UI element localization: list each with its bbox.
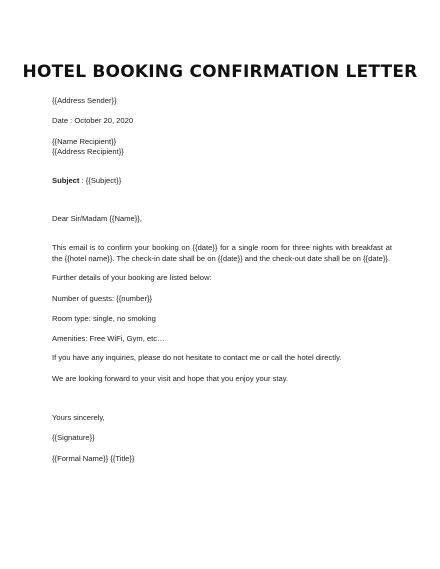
guests-line: Number of guests: {{number}}: [52, 294, 153, 303]
amenities-line: Amenities: Free WiFi, Gym, etc…: [52, 334, 165, 343]
address-recipient: {{Address Recipient}}: [52, 147, 124, 156]
date-line: Date : October 20, 2020: [52, 116, 134, 125]
subject-label: Subject: [52, 176, 80, 185]
paragraph-details-intro: Further details of your booking are listed below:: [52, 273, 212, 282]
salutation: Dear Sir/Madam {{Name}},: [52, 214, 142, 223]
room-type-line: Room type: single, no smoking: [52, 314, 156, 323]
closing: Yours sincerely,: [52, 413, 105, 422]
name-recipient: {{Name Recipient}}: [52, 137, 117, 146]
subject-value: : {{Subject}}: [79, 176, 122, 185]
subject-line: [52, 175, 121, 186]
signature: {{Signature}}: [52, 433, 95, 442]
paragraph-confirmation: This email is to confirm your booking on {{date}} for a single room for three nights with breakfast at the {{hotel name}}. The check-in date shall be on {{date}} and the check-out date shall be on {{date}}.: [52, 243, 392, 263]
address-sender: {{Address Sender}}: [52, 96, 117, 105]
formal-name-title: {{Formal Name}} {{Title}}: [52, 454, 135, 463]
paragraph-inquiries: If you have any inquiries, please do not hesitate to contact me or call the hotel directly.: [52, 353, 342, 362]
page-title: HOTEL BOOKING CONFIRMATION LETTER: [22, 62, 418, 82]
paragraph-looking-forward: We are looking forward to your visit and hope that you enjoy your stay.: [52, 374, 289, 383]
